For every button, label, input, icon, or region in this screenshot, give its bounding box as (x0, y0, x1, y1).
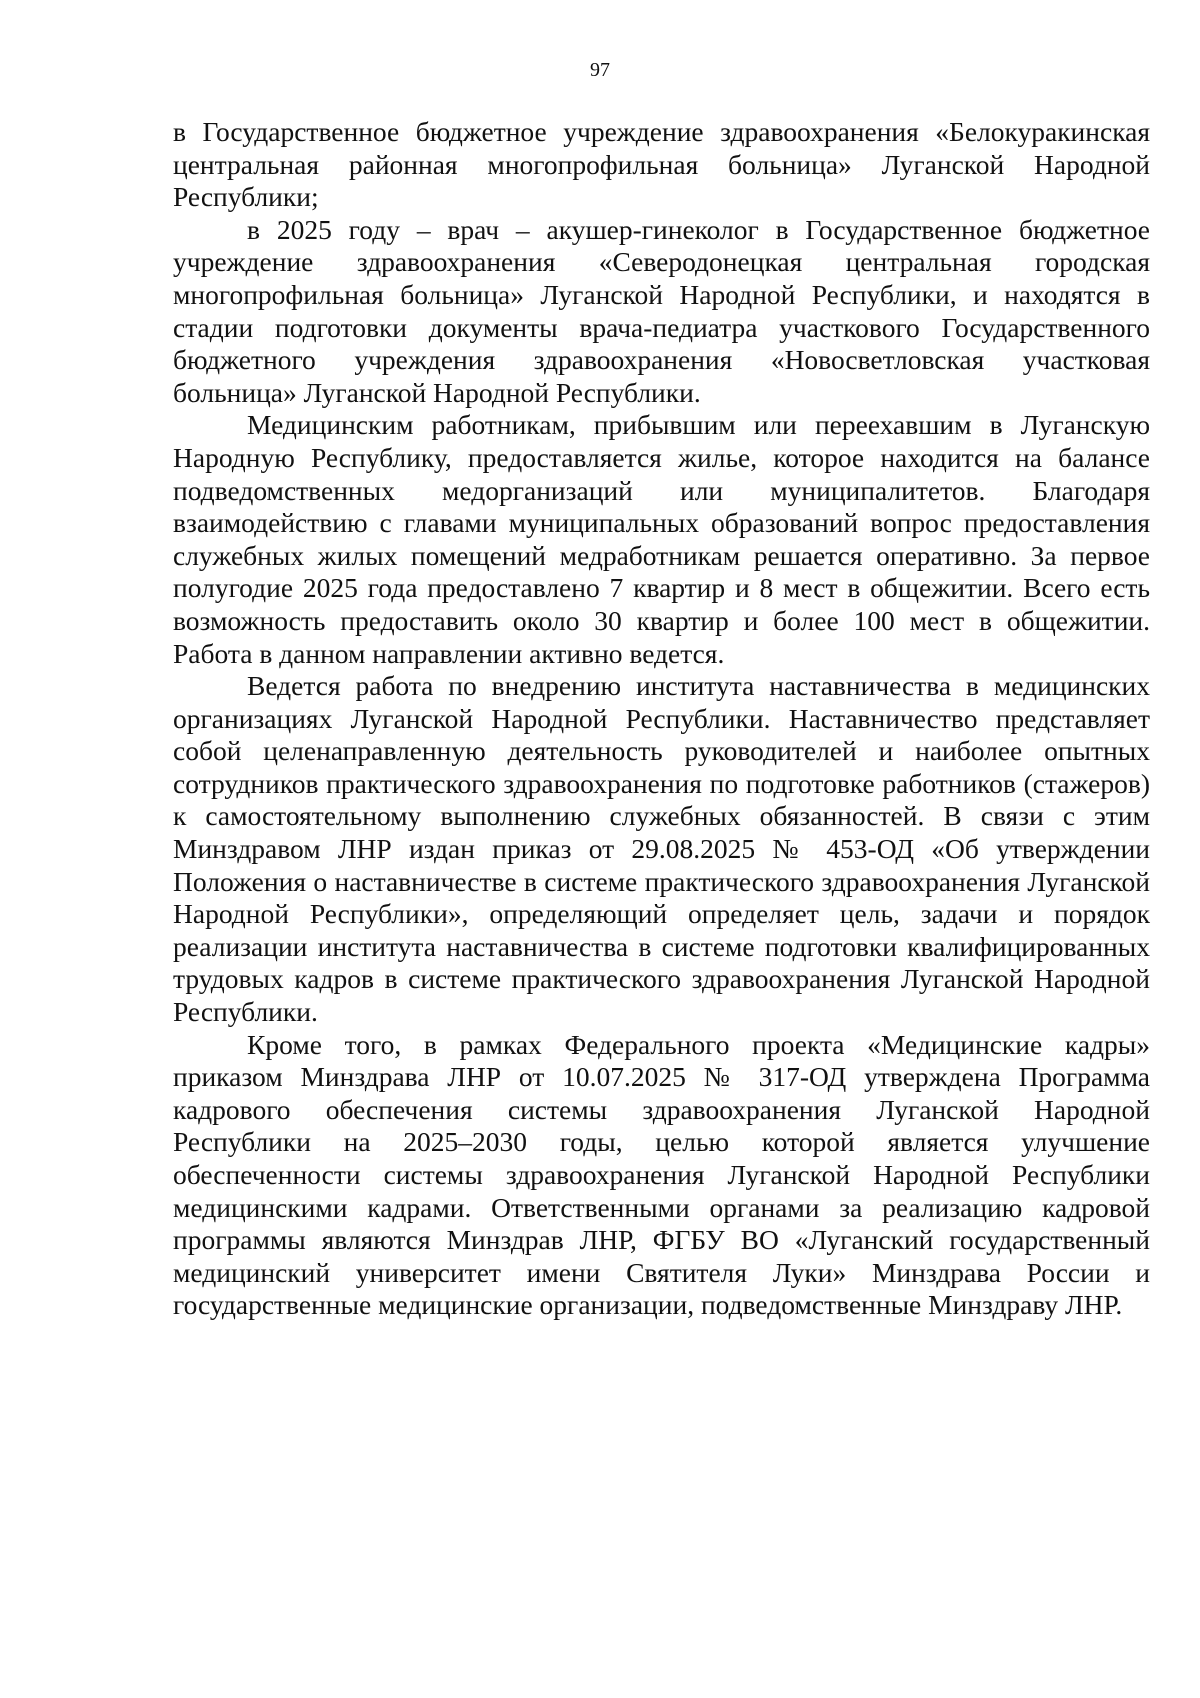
paragraph-5: Кроме того, в рамках Федерального проекта «Медицинские кадры» приказом Минздрава ЛНР от 10.07.2025 № 317-ОД утверждена Программа кадрового обеспечения системы здравоохранения Луганской Народной Республики на 2025–2030 годы, целью которой является улучшение обеспеченности системы здравоохранения Луганской Народной Республики медицинскими кадрами. Ответственными органами за реализацию кадровой программы являются Минздрав ЛНР, ФГБУ ВО «Луганский государственный медицинский университет имени Святителя Луки» Минздрава России и государственные медицинские организации, подведомственные Минздраву ЛНР. (173, 1028, 1150, 1321)
document-body (173, 116, 1150, 1322)
paragraph-2: в 2025 году – врач – акушер-гинеколог в Государственное бюджетное учреждение здравоохранения «Северодонецкая центральная городская многопрофильная больница» Луганской Народной Республики, и находятся в стадии подготовки документы врача-педиатра участкового Государственного бюджетного учреждения здравоохранения «Новосветловская участковая больница» Луганской Народной Республики. (173, 213, 1150, 408)
paragraph-4: Ведется работа по внедрению института наставничества в медицинских организациях Луганской Народной Республики. Наставничество представляет собой целенаправленную деятельность руководителей и наиболее опытных сотрудников практического здравоохранения по подготовке работников (стажеров) к самостоятельному выполнению служебных обязанностей. В связи с этим Минздравом ЛНР издан приказ от 29.08.2025 № 453-ОД «Об утверждении Положения о наставничестве в системе практического здравоохранения Луганской Народной Республики», определяющий определяет цель, задачи и порядок реализации института наставничества в системе подготовки квалифицированных трудовых кадров в системе практического здравоохранения Луганской Народной Республики. (173, 670, 1150, 1028)
paragraph-1: в Государственное бюджетное учреждение здравоохранения «Белокуракинская центральная районная многопрофильная больница» Луганской Народной Республики; (173, 116, 1150, 213)
paragraph-3: Медицинским работникам, прибывшим или переехавшим в Луганскую Народную Республику, предоставляется жилье, которое находится на балансе подведомственных медорганизаций или муниципалитетов. Благодаря взаимодействию с главами муниципальных образований вопрос предоставления служебных жилых помещений медработникам решается оперативно. За первое полугодие 2025 года предоставлено 7 квартир и 8 мест в общежитии. Всего есть возможность предоставить около 30 квартир и более 100 мест в общежитии. Работа в данном направлении активно ведется. (173, 409, 1150, 669)
page-number: 97 (590, 59, 610, 81)
